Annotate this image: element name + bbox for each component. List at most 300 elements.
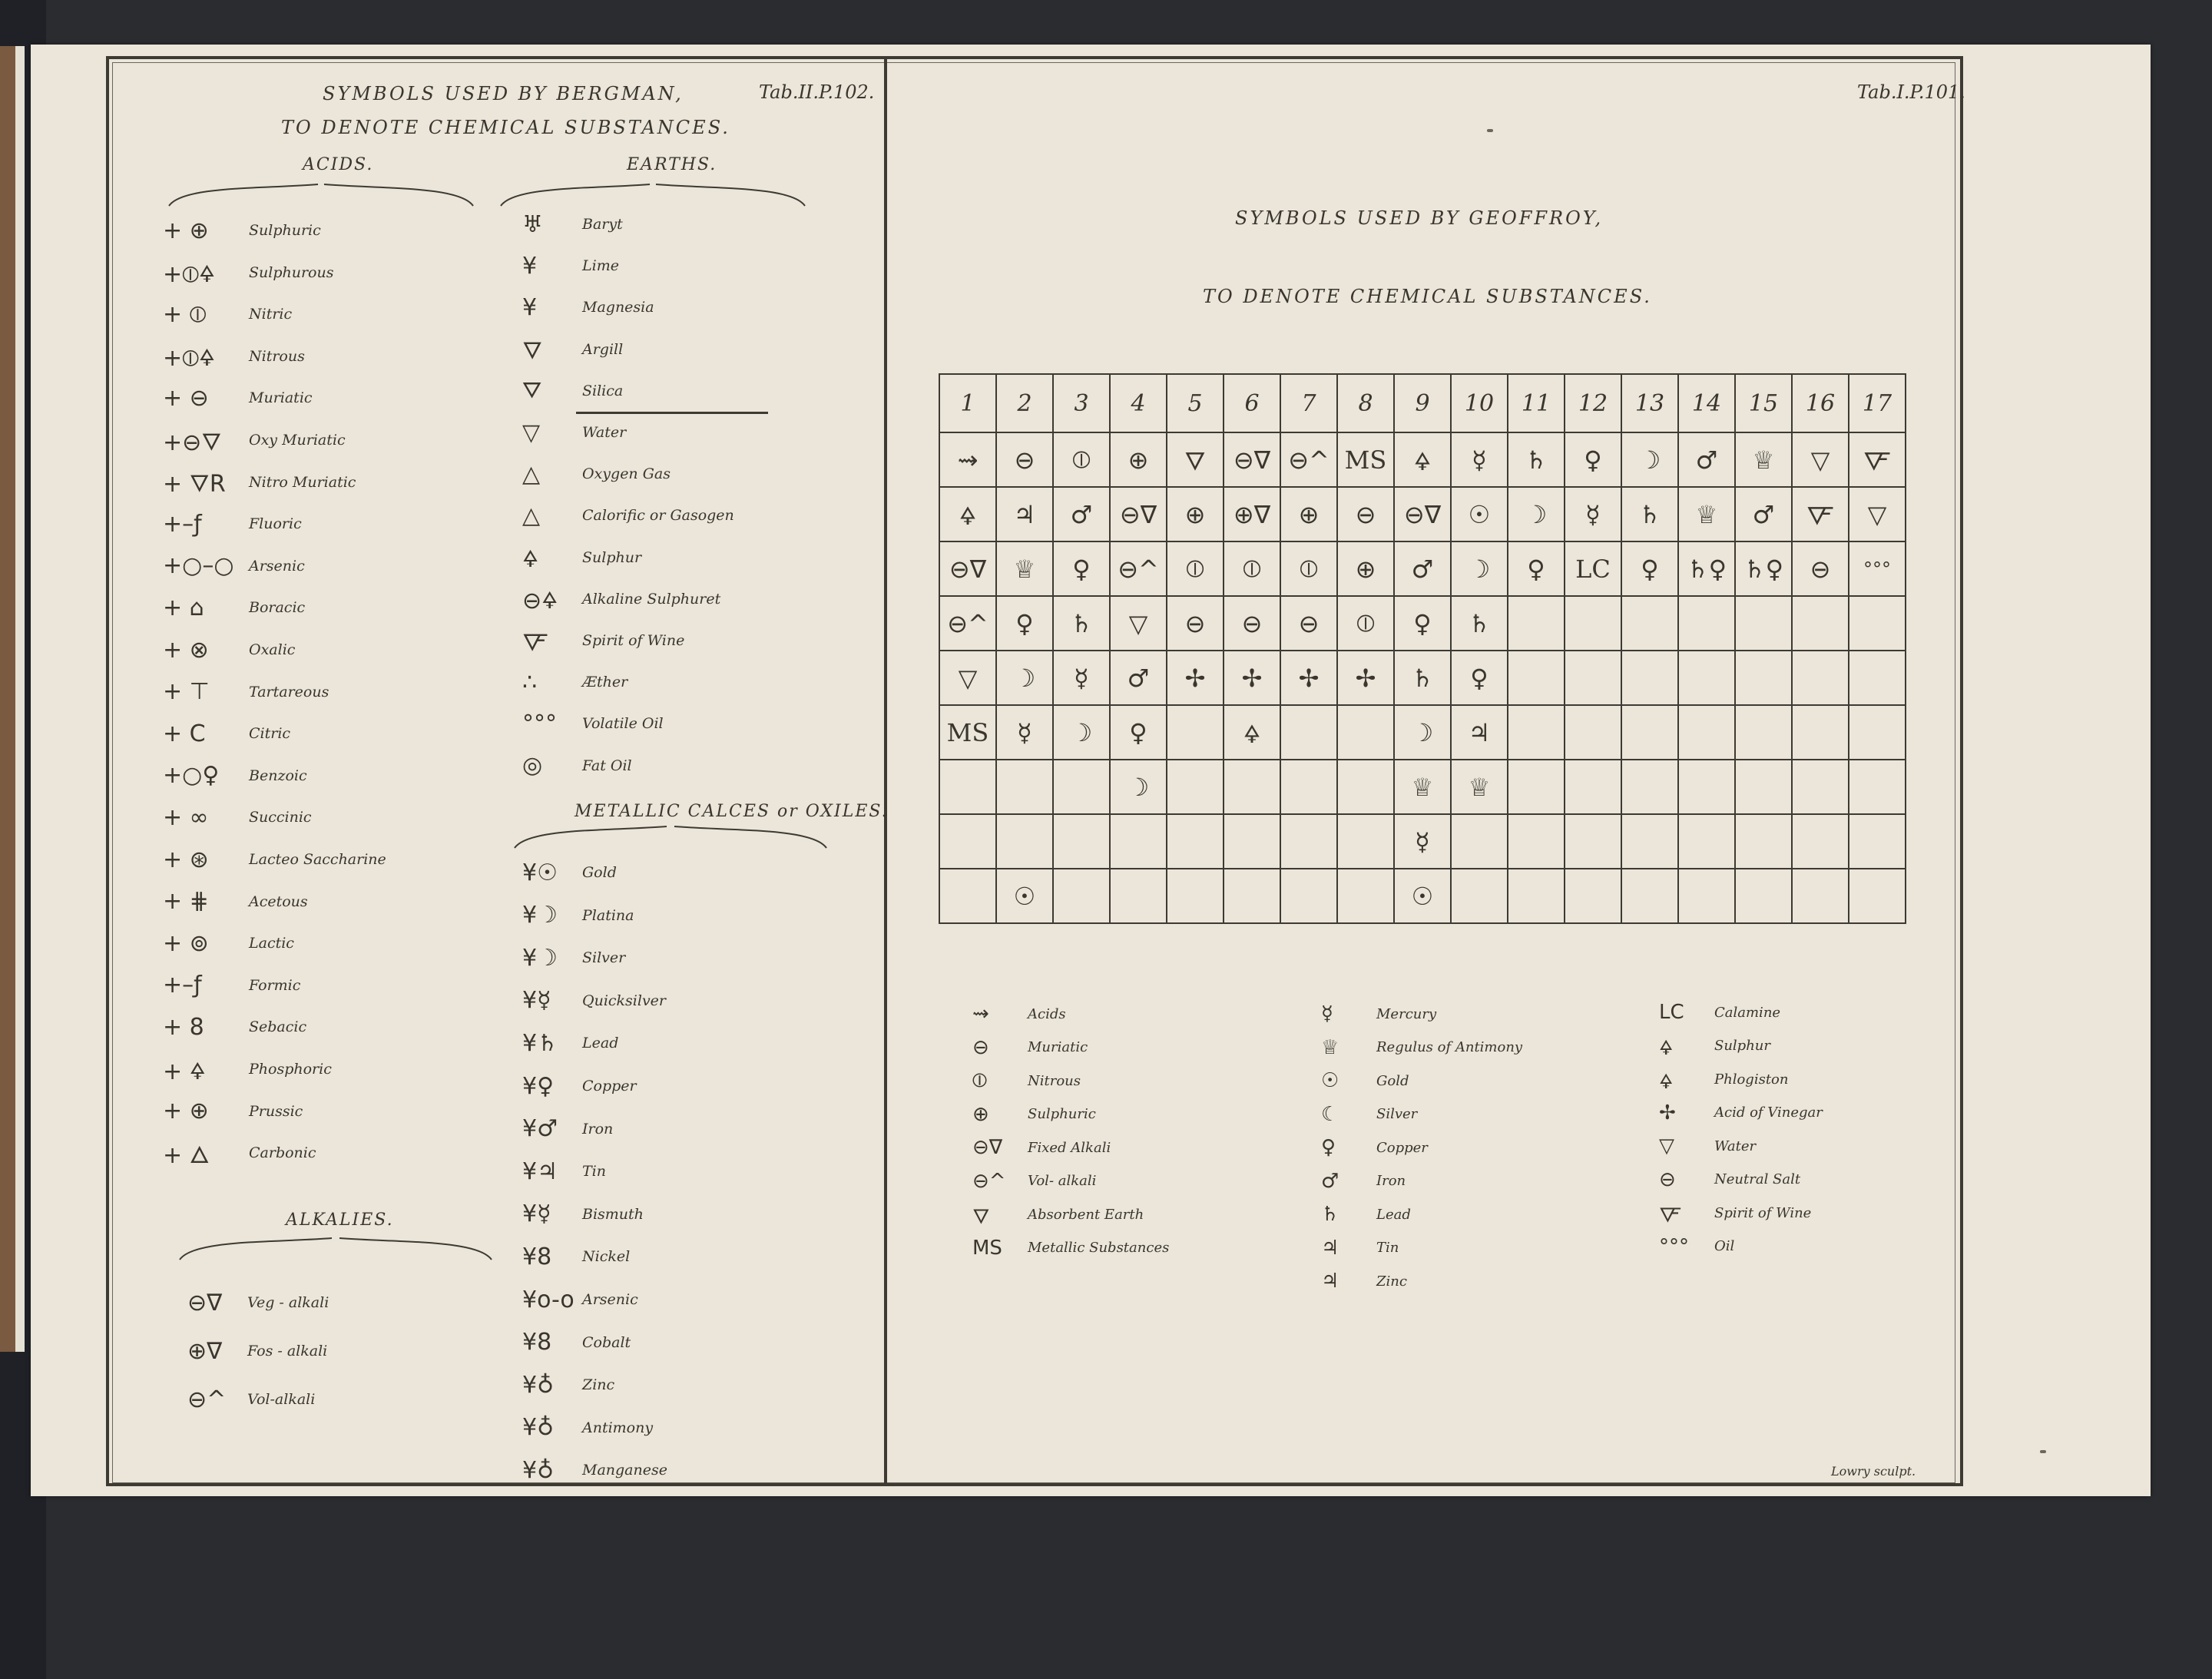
table-row: [939, 651, 1906, 705]
legend-acid-label: Nitrous: [1028, 1072, 1081, 1089]
earth-label: Lime: [582, 257, 619, 275]
table-cell-symbol: [1735, 596, 1792, 651]
earth-label: Calorific or Gasogen: [582, 507, 734, 525]
legend-substance-label: Spirit of Wine: [1714, 1204, 1812, 1221]
alkali-label: Fos - alkali: [247, 1343, 328, 1359]
acid-row: [163, 215, 321, 246]
acid-label: Formic: [249, 976, 301, 994]
legend-acid-label: Sulphuric: [1028, 1106, 1096, 1122]
earth-label: Argill: [582, 340, 624, 358]
earths-rule: [576, 412, 768, 414]
earth-row: [522, 417, 626, 448]
legend-acid-row: [972, 1032, 1088, 1063]
table-cell-symbol: [1337, 705, 1394, 760]
acid-row: [163, 928, 294, 959]
column-number: 4: [1110, 374, 1167, 432]
calx-row: [522, 1412, 653, 1443]
acid-label: Carbonic: [249, 1144, 316, 1162]
table-cell-symbol: [1849, 651, 1906, 705]
legend-metal-row: [1321, 1199, 1411, 1230]
table-cell-symbol: [1621, 651, 1678, 705]
calx-symbol-icon: ¥♁: [522, 1456, 555, 1484]
legend-acid-label: Fixed Alkali: [1028, 1139, 1111, 1156]
table-cell-symbol: [1110, 869, 1167, 923]
earth-symbol-icon: ⛛: [522, 377, 542, 405]
calx-label: Silver: [582, 949, 626, 967]
table-row: [939, 705, 1906, 760]
calx-label: Copper: [582, 1078, 637, 1094]
acid-label: Fluoric: [249, 515, 302, 533]
legend-metal-row: [1321, 1266, 1407, 1297]
acid-label: Acetous: [249, 892, 308, 910]
earth-label: Spirit of Wine: [582, 632, 685, 649]
legend-acid-row: [972, 1199, 1144, 1230]
table-cell-symbol: ♀: [1451, 651, 1508, 705]
acid-label: Nitrous: [249, 347, 305, 365]
earth-label: Alkaline Sulphuret: [582, 590, 721, 608]
table-cell-symbol: [1735, 869, 1792, 923]
acid-row: [163, 467, 356, 498]
acid-label: Prussic: [249, 1102, 303, 1120]
calx-label: Platina: [582, 906, 634, 924]
legend-acid-label: Vol- alkali: [1028, 1173, 1097, 1189]
column-number: 5: [1167, 374, 1224, 432]
column-number: 6: [1224, 374, 1280, 432]
acid-row: [163, 299, 292, 330]
table-cell-symbol: ♄: [1508, 432, 1565, 487]
legend-acid-symbol-icon: ⊖: [972, 1035, 989, 1059]
table-cell-symbol: [1167, 814, 1224, 869]
calx-symbol-icon: ¥☽: [522, 944, 558, 972]
acid-symbol-icon: +–ƒ: [163, 510, 202, 538]
table-cell-symbol: [996, 814, 1053, 869]
column-number: 7: [1280, 374, 1337, 432]
legend-acid-symbol-icon: ⇝: [972, 1002, 989, 1025]
table-cell-symbol: [1678, 760, 1735, 814]
table-cell-symbol: [1280, 869, 1337, 923]
table-cell-symbol: [1849, 760, 1906, 814]
earth-row: [522, 459, 671, 489]
legend-metal-row: [1321, 1132, 1428, 1163]
earth-row: [522, 334, 623, 365]
legend-acid-label: Acids: [1028, 1005, 1066, 1022]
table-cell-symbol: ⊖∇: [1224, 432, 1280, 487]
legend-acid-row: [972, 1099, 1096, 1130]
calx-label: Antimony: [582, 1419, 654, 1436]
legend-substance-label: Oil: [1714, 1238, 1735, 1254]
table-cell-symbol: [1110, 814, 1167, 869]
table-cell-symbol: [1280, 760, 1337, 814]
legend-metal-row: [1321, 998, 1436, 1029]
table-cell-symbol: [1621, 760, 1678, 814]
table-cell-symbol: [1678, 651, 1735, 705]
earth-symbol-icon: 🜄: [522, 338, 543, 366]
legend-acid-symbol-icon: ⊕: [972, 1102, 989, 1126]
table-cell-symbol: ☽: [996, 651, 1053, 705]
table-cell-symbol: ☿: [1451, 432, 1508, 487]
table-cell-symbol: ♃: [996, 487, 1053, 541]
acid-label: Nitro Muriatic: [249, 473, 356, 491]
calx-label: Manganese: [582, 1462, 667, 1479]
calx-label: Arsenic: [582, 1291, 638, 1308]
table-cell-symbol: ⦶: [1167, 541, 1224, 596]
legend-substance-symbol-icon: °°°: [1659, 1234, 1689, 1258]
alkalies-heading: ALKALIES.: [286, 1210, 394, 1230]
table-cell-symbol: ♕: [1735, 432, 1792, 487]
table-cell-symbol: [1849, 869, 1906, 923]
table-cell-symbol: [1678, 596, 1735, 651]
table-cell-symbol: ♀: [996, 596, 1053, 651]
acid-row: [163, 844, 386, 875]
table-cell-symbol: ♕: [1678, 487, 1735, 541]
table-cell-symbol: ♃: [1451, 705, 1508, 760]
table-cell-symbol: ⦶: [1280, 541, 1337, 596]
engraver-signature: Lowry sculpt.: [1831, 1464, 1916, 1479]
table-cell-symbol: [1621, 596, 1678, 651]
acid-symbol-icon: +⦶🜍: [163, 261, 216, 289]
table-cell-symbol: ⊖: [1792, 541, 1849, 596]
calx-symbol-icon: ¥☉: [522, 859, 558, 886]
calx-row: [522, 857, 617, 888]
earth-symbol-icon: ¥: [522, 293, 538, 321]
table-row: [939, 869, 1906, 923]
calx-symbol-icon: ¥♁: [522, 1414, 555, 1442]
legend-acid-row: [972, 998, 1066, 1029]
earth-label: Fat Oil: [582, 757, 632, 774]
table-cell-symbol: ☽: [1451, 541, 1508, 596]
acid-symbol-icon: + ⋕: [163, 888, 209, 916]
table-cell-symbol: [939, 760, 996, 814]
table-cell-symbol: [1565, 705, 1621, 760]
legend-acid-label: Absorbent Earth: [1028, 1206, 1144, 1223]
calx-row: [522, 1071, 637, 1101]
table-cell-symbol: ▽: [1792, 432, 1849, 487]
legend-metal-label: Lead: [1376, 1206, 1411, 1223]
acid-label: Sulphurous: [249, 263, 334, 281]
table-cell-symbol: ⦶: [1224, 541, 1280, 596]
acid-symbol-icon: + 🜄R: [163, 471, 226, 498]
acids-heading: ACIDS.: [303, 155, 374, 174]
table-cell-symbol: [1053, 869, 1110, 923]
table-cell-symbol: ♂: [1110, 651, 1167, 705]
table-cell-symbol: [1508, 869, 1565, 923]
calx-row: [522, 1284, 638, 1315]
earth-symbol-icon: △: [522, 502, 541, 529]
column-number: 11: [1508, 374, 1565, 432]
calx-row: [522, 1199, 644, 1230]
calx-row: [522, 985, 666, 1016]
table-cell-symbol: [1621, 705, 1678, 760]
earth-label: Water: [582, 424, 627, 441]
earth-row: [522, 750, 632, 781]
table-cell-symbol: ⊖: [996, 432, 1053, 487]
acid-row: [163, 508, 302, 539]
table-cell-symbol: [1224, 869, 1280, 923]
table-cell-symbol: [1337, 814, 1394, 869]
table-cell-symbol: ⊕: [1110, 432, 1167, 487]
acid-row: [163, 634, 295, 665]
table-cell-symbol: [1792, 869, 1849, 923]
legend-substance-row: [1659, 1098, 1823, 1128]
table-cell-symbol: ☽: [1110, 760, 1167, 814]
earth-row: [522, 625, 684, 656]
calx-symbol-icon: ¥8: [522, 1243, 552, 1270]
calx-row: [522, 1369, 614, 1400]
calx-symbol-icon: ¥☽: [522, 902, 558, 929]
table-cell-symbol: [1849, 814, 1906, 869]
bergman-title-line1: SYMBOLS USED BY BERGMAN,: [323, 83, 684, 104]
acid-row: [163, 341, 305, 372]
table-cell-symbol: ☉: [1394, 869, 1451, 923]
legend-metal-symbol-icon: ♃: [1321, 1236, 1339, 1260]
table-cell-symbol: ♄: [1451, 596, 1508, 651]
geoffroy-plate-ref: Tab.I.P.101.: [1857, 81, 1965, 103]
table-cell-symbol: ♀: [1565, 432, 1621, 487]
legend-acid-row: [972, 1132, 1111, 1163]
acid-symbol-icon: + 🜍: [163, 1058, 206, 1085]
earth-symbol-icon: ⊖🜍: [522, 588, 558, 615]
table-cell-symbol: [1224, 814, 1280, 869]
legend-substance-row: [1659, 1164, 1800, 1195]
earths-brace: [499, 178, 806, 209]
legend-metal-symbol-icon: ♂: [1321, 1169, 1339, 1193]
calx-label: Nickel: [582, 1248, 631, 1266]
acid-row: [163, 802, 312, 833]
legend-acid-label: Muriatic: [1028, 1039, 1088, 1055]
calx-row: [522, 1114, 613, 1144]
table-cell-symbol: ⊖^: [1280, 432, 1337, 487]
calces-brace: [513, 820, 828, 851]
acid-row: [163, 592, 305, 623]
table-cell-symbol: ✢: [1224, 651, 1280, 705]
calx-symbol-icon: ¥♀: [522, 1072, 555, 1100]
table-cell-symbol: ♄: [1621, 487, 1678, 541]
calx-symbol-icon: ¥8: [522, 1329, 552, 1356]
table-cell-symbol: ⊕: [1337, 541, 1394, 596]
earth-symbol-icon: ♅: [522, 210, 543, 238]
legend-acid-label: Metallic Substances: [1028, 1240, 1170, 1256]
earth-symbol-icon: ¥: [522, 252, 538, 280]
table-cell-symbol: ⦶: [1053, 432, 1110, 487]
column-number: 9: [1394, 374, 1451, 432]
table-cell-symbol: ▽: [1849, 487, 1906, 541]
acid-label: Muriatic: [249, 389, 313, 407]
calx-row: [522, 900, 634, 931]
table-cell-symbol: [1735, 814, 1792, 869]
column-number: 8: [1337, 374, 1394, 432]
table-cell-symbol: ♂: [1394, 541, 1451, 596]
acid-row: [163, 257, 333, 288]
geoffroy-title-line2: TO DENOTE CHEMICAL SUBSTANCES.: [1203, 286, 1652, 307]
legend-substance-symbol-icon: ✢: [1659, 1101, 1676, 1124]
earth-label: Magnesia: [582, 299, 654, 316]
acid-label: Arsenic: [249, 557, 305, 575]
earth-label: Sulphur: [582, 548, 642, 566]
table-cell-symbol: ☽: [1508, 487, 1565, 541]
legend-substance-symbol-icon: 🜍: [1659, 1037, 1674, 1060]
calx-row: [522, 1241, 630, 1272]
table-cell-symbol: [1167, 705, 1224, 760]
acid-label: Citric: [249, 725, 291, 743]
alkali-row: [187, 1384, 315, 1415]
table-cell-symbol: ✢: [1337, 651, 1394, 705]
earth-row: [522, 584, 720, 614]
table-cell-symbol: [1451, 869, 1508, 923]
earth-row: [522, 708, 664, 739]
table-cell-symbol: [1735, 705, 1792, 760]
acid-symbol-icon: + ⌂: [163, 594, 204, 621]
acid-row: [163, 551, 305, 581]
table-cell-symbol: [1451, 814, 1508, 869]
table-cell-symbol: 🜅: [1792, 487, 1849, 541]
table-cell-symbol: [1565, 596, 1621, 651]
alkali-label: Veg - alkali: [247, 1294, 329, 1311]
legend-substance-label: Water: [1714, 1138, 1757, 1154]
column-number: 12: [1565, 374, 1621, 432]
legend-substance-label: Acid of Vinegar: [1714, 1104, 1823, 1121]
table-row: [939, 541, 1906, 596]
acids-brace: [167, 178, 475, 209]
legend-metal-symbol-icon: ♕: [1321, 1035, 1339, 1059]
table-row: [939, 487, 1906, 541]
legend-metal-symbol-icon: ♀: [1321, 1136, 1336, 1159]
earth-symbol-icon: °°°: [522, 710, 557, 737]
earth-label: Volatile Oil: [582, 715, 664, 733]
earth-row: [522, 376, 623, 406]
acid-row: [163, 382, 313, 413]
legend-substance-row: [1659, 1197, 1811, 1228]
table-cell-symbol: [1565, 814, 1621, 869]
acid-symbol-icon: + ⊕: [163, 217, 209, 244]
table-cell-symbol: [1508, 596, 1565, 651]
earth-label: Silica: [582, 382, 624, 399]
calx-row: [522, 1028, 618, 1058]
legend-metal-row: [1321, 1065, 1409, 1096]
calx-row: [522, 1156, 606, 1187]
table-cell-symbol: [1792, 814, 1849, 869]
acid-row: [163, 1012, 306, 1042]
table-cell-symbol: ♀: [1053, 541, 1110, 596]
acid-symbol-icon: + ∞: [163, 803, 209, 831]
table-cell-symbol: ♄♀: [1678, 541, 1735, 596]
earth-symbol-icon: ◎: [522, 752, 543, 780]
table-cell-symbol: [1280, 705, 1337, 760]
acid-symbol-icon: + ⊤: [163, 678, 210, 706]
acid-row: [163, 718, 290, 749]
table-cell-symbol: ♄: [1053, 596, 1110, 651]
table-cell-symbol: 🜍: [1224, 705, 1280, 760]
table-row: [939, 596, 1906, 651]
table-cell-symbol: ⊖∇: [939, 541, 996, 596]
paper-speck: [1487, 129, 1493, 132]
column-number: 3: [1053, 374, 1110, 432]
legend-metal-row: [1321, 1233, 1399, 1263]
legend-substance-symbol-icon: 🜍: [1659, 1070, 1674, 1094]
table-cell-symbol: ☿: [1394, 814, 1451, 869]
legend-acid-row: [972, 1233, 1169, 1263]
table-cell-symbol: ☉: [1451, 487, 1508, 541]
table-cell-symbol: [1792, 760, 1849, 814]
table-cell-symbol: ☿: [1053, 651, 1110, 705]
acid-row: [163, 1138, 316, 1168]
legend-metal-label: Iron: [1376, 1173, 1406, 1189]
alkali-symbol-icon: ⊖∇: [187, 1289, 223, 1316]
legend-metal-symbol-icon: ☾: [1321, 1102, 1339, 1126]
table-cell-symbol: [1621, 814, 1678, 869]
calx-symbol-icon: ¥☿: [522, 987, 551, 1015]
acid-symbol-icon: +⦶🜍: [163, 345, 216, 373]
legend-metal-label: Mercury: [1376, 1005, 1437, 1022]
table-cell-symbol: ♀: [1110, 705, 1167, 760]
table-cell-symbol: [1792, 705, 1849, 760]
legend-acid-symbol-icon: 🜄: [972, 1205, 990, 1229]
acid-label: Oxy Muriatic: [249, 432, 346, 449]
table-cell-symbol: ♕: [1451, 760, 1508, 814]
legend-metal-label: Gold: [1376, 1072, 1409, 1089]
column-number: 2: [996, 374, 1053, 432]
legend-acid-row: [972, 1166, 1096, 1197]
table-cell-symbol: ♀: [1394, 596, 1451, 651]
table-cell-symbol: ▽: [1110, 596, 1167, 651]
earth-label: Baryt: [582, 216, 623, 233]
acid-label: Tartareous: [249, 683, 329, 700]
earth-row: [522, 542, 641, 573]
legend-metal-row: [1321, 1099, 1417, 1130]
table-cell-symbol: [939, 814, 996, 869]
table-cell-symbol: ♕: [1394, 760, 1451, 814]
table-cell-symbol: ✢: [1167, 651, 1224, 705]
column-number: 10: [1451, 374, 1508, 432]
legend-acid-symbol-icon: ⦶: [972, 1068, 987, 1092]
acid-symbol-icon: + ⊖: [163, 384, 209, 412]
table-cell-symbol: ♄♀: [1735, 541, 1792, 596]
legend-substance-symbol-icon: ⊖: [1659, 1167, 1676, 1191]
table-cell-symbol: ▽: [939, 651, 996, 705]
earth-symbol-icon: 🜍: [522, 546, 539, 574]
earth-row: [522, 292, 654, 323]
table-cell-symbol: ☽: [1621, 432, 1678, 487]
calx-row: [522, 942, 625, 973]
table-cell-symbol: [1508, 651, 1565, 705]
table-cell-symbol: [1167, 760, 1224, 814]
legend-substance-row: [1659, 1031, 1770, 1061]
acid-label: Sulphuric: [249, 222, 321, 239]
legend-substance-label: Calamine: [1714, 1004, 1781, 1021]
acid-symbol-icon: +–ƒ: [163, 972, 202, 999]
legend-substance-symbol-icon: 🜅: [1659, 1204, 1682, 1227]
table-cell-symbol: [1508, 760, 1565, 814]
table-cell-symbol: [1621, 869, 1678, 923]
table-cell-symbol: [1053, 814, 1110, 869]
binding-inner-leaf: [15, 46, 25, 1352]
acid-row: [163, 677, 329, 707]
acid-symbol-icon: +○–○: [163, 552, 234, 580]
earths-heading: EARTHS.: [627, 155, 717, 174]
acid-symbol-icon: + ⊗: [163, 636, 209, 664]
table-cell-symbol: [1508, 814, 1565, 869]
calx-label: Iron: [582, 1120, 614, 1138]
legend-substance-label: Neutral Salt: [1714, 1171, 1801, 1187]
calx-row: [522, 1455, 667, 1485]
table-cell-symbol: [996, 760, 1053, 814]
calx-label: Lead: [582, 1035, 619, 1052]
table-cell-symbol: [1280, 814, 1337, 869]
legend-substance-row: [1659, 1064, 1788, 1094]
legend-metal-symbol-icon: ♄: [1321, 1203, 1339, 1226]
legend-substance-label: Sulphur: [1714, 1038, 1770, 1054]
earth-row: [522, 500, 734, 531]
acid-symbol-icon: + 8: [163, 1013, 204, 1041]
